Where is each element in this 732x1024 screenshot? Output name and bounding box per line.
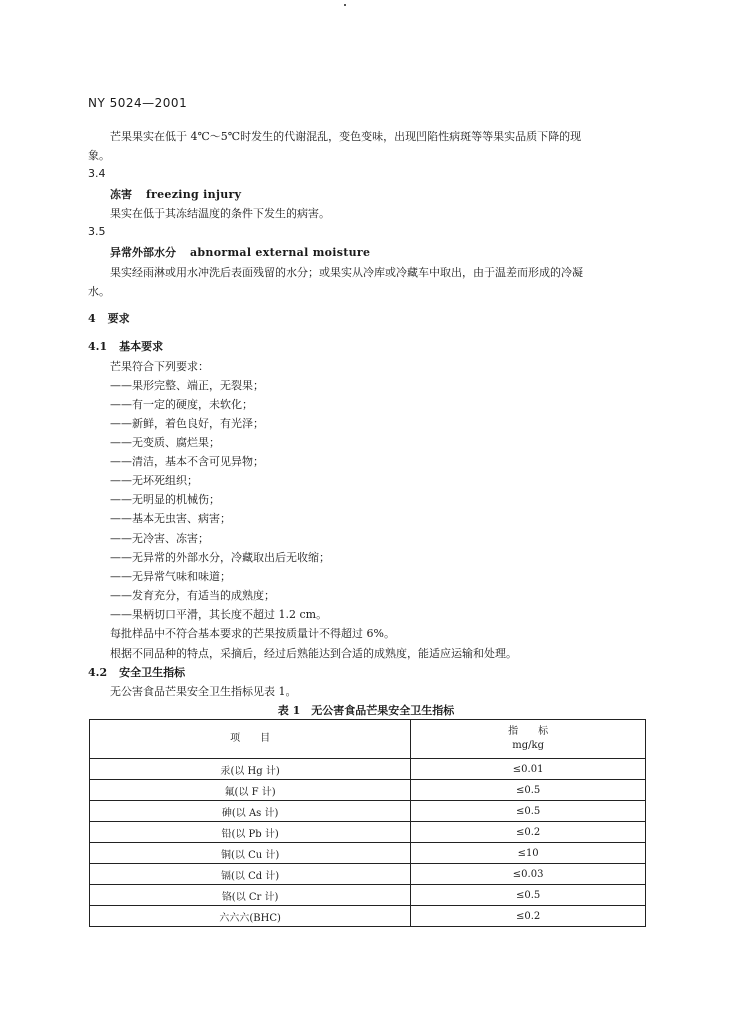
item-cell: 铅(以 Pb 计) [90,822,411,843]
paragraph-line: 象。 [88,149,110,162]
table-row [90,759,646,780]
term-definition: 水。 [88,285,110,298]
header-item: 项 目 [90,720,411,759]
item-cell: 铜(以 Cu 计) [90,843,411,864]
clause-number: 3.4 [88,167,106,180]
term-definition: 果实在低于其冻结温度的条件下发生的病害。 [110,207,330,220]
value-cell: ≤10 [411,843,646,864]
list-item: ——果柄切口平滑，其长度不超过 1.2 cm。 [110,608,328,621]
standard-number: NY 5024—2001 [88,96,188,110]
term-heading [110,244,370,260]
value-cell: ≤0.5 [411,780,646,801]
item-cell: 镉(以 Cd 计) [90,864,411,885]
item-cell: 砷(以 As 计) [90,801,411,822]
term-heading [110,186,241,202]
value-cell: ≤0.01 [411,759,646,780]
paragraph-line: 根据不同品种的特点，采摘后，经过后熟能达到合适的成熟度，能适应运输和处理。 [110,647,517,660]
subsection-heading [88,338,163,354]
table-row [90,864,646,885]
paragraph-line: 芒果果实在低于 4℃～5℃时发生的代谢混乱，变色变味，出现凹陷性病斑等等果实品质下降的现 [110,130,582,143]
table-row [90,843,646,864]
term-en: abnormal external moisture [190,246,371,259]
list-item: ——无变质、腐烂果； [110,436,220,449]
value-cell: ≤0.2 [411,906,646,927]
value-cell: ≤0.03 [411,864,646,885]
list-item: ——清洁，基本不含可见异物； [110,455,264,468]
table-row [90,906,646,927]
table-row [90,801,646,822]
paragraph-line: 无公害食品芒果安全卫生指标见表 1。 [110,685,297,698]
scan-speck [344,4,346,6]
item-cell: 汞(以 Hg 计) [90,759,411,780]
section-title: 要求 [107,312,130,325]
term-definition: 果实经雨淋或用水冲洗后表面残留的水分；或果实从冷库或冷藏车中取出，由于温差而形成的冷凝 [110,266,583,279]
paragraph-line: 每批样品中不符合基本要求的芒果按质量计不得超过 6%。 [110,627,395,640]
item-cell: 铬(以 Cr 计) [90,885,411,906]
subsection-number: 4.1 [88,340,108,353]
subsection-title: 安全卫生指标 [119,666,186,679]
list-item: ——新鲜，着色良好，有光泽； [110,417,264,430]
list-item: ——无明显的机械伤； [110,493,220,506]
subsection-number: 4.2 [88,666,108,679]
section-heading [88,310,130,326]
term-en: freezing injury [146,188,242,201]
safety-index-table [89,719,646,927]
list-item: ——有一定的硬度，未软化； [110,398,253,411]
section-number: 4 [88,312,96,325]
table-caption: 表 1 无公害食品芒果安全卫生指标 [277,704,455,717]
table-row [90,885,646,906]
subsection-title: 基本要求 [119,340,164,353]
value-cell: ≤0.5 [411,801,646,822]
list-item: ——基本无虫害、病害； [110,512,231,525]
clause-number: 3.5 [88,225,106,238]
value-cell: ≤0.2 [411,822,646,843]
list-item: ——无坏死组织； [110,474,198,487]
list-item: ——无异常的外部水分，冷藏取出后无收缩； [110,551,330,564]
header-value [411,720,646,759]
item-cell: 六六六(BHC) [90,906,411,927]
header-value-label: 指 标 [508,726,549,737]
table-row [90,822,646,843]
value-cell: ≤0.5 [411,885,646,906]
list-intro: 芒果符合下列要求： [110,360,209,373]
list-item: ——发育充分，有适当的成熟度； [110,589,275,602]
item-cell: 氟(以 F 计) [90,780,411,801]
term-cn: 异常外部水分 [110,246,176,259]
header-unit: mg/kg [512,740,544,751]
table-header-row [90,720,646,759]
list-item: ——无异常气味和味道； [110,570,231,583]
table-row [90,780,646,801]
term-cn: 冻害 [110,188,132,201]
list-item: ——果形完整、端正，无裂果； [110,379,264,392]
subsection-heading [88,664,185,680]
list-item: ——无冷害、冻害； [110,532,209,545]
